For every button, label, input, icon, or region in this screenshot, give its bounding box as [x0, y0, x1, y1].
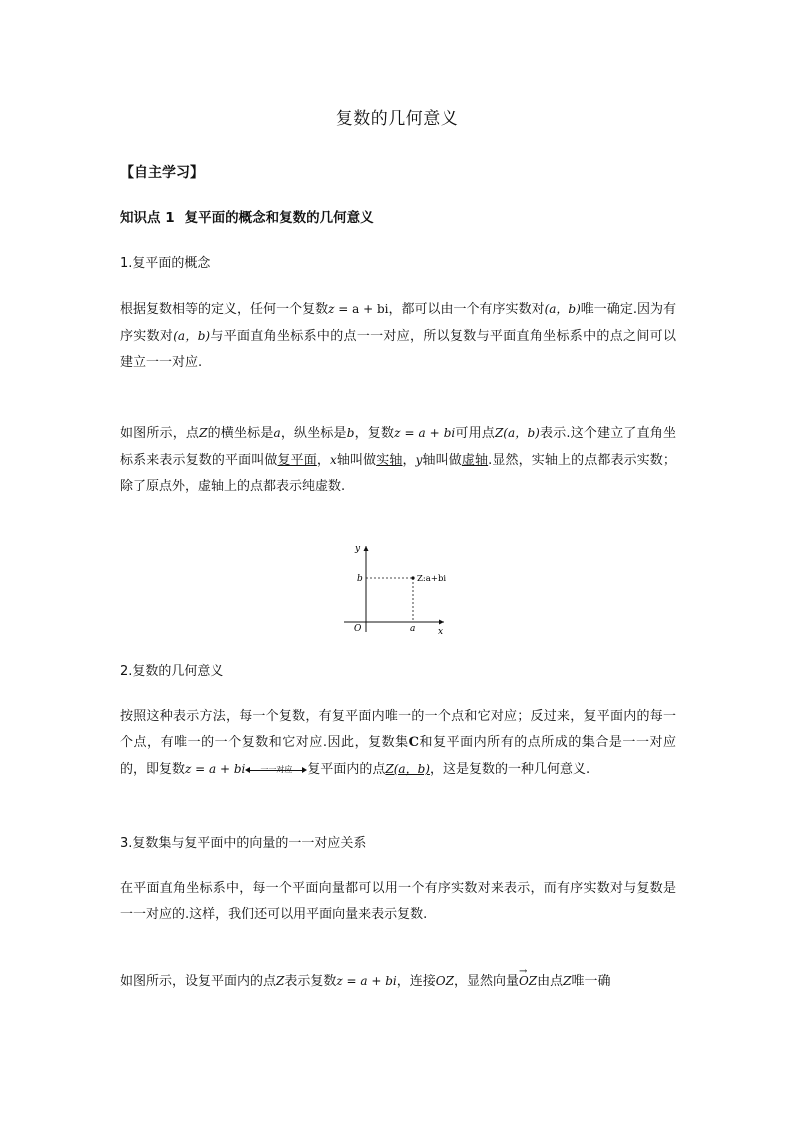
text-run: ，这是复数的一种几何意义. — [429, 762, 591, 777]
paragraph-3 — [120, 704, 676, 783]
math-expr: z = a + bi — [394, 426, 456, 440]
math-Z: Z — [199, 426, 208, 440]
text-run: ，连接 — [396, 974, 436, 989]
text-run: 根据复数相等的定义，任何一个复数 — [120, 302, 329, 317]
text-run: 如图所示，点 — [120, 426, 200, 441]
math-pair: (a，b) — [544, 302, 581, 316]
math-set-C: C — [408, 735, 420, 750]
subheading-2: 2.复数的几何意义 — [120, 664, 224, 679]
math-point: Z(a，b) — [494, 426, 540, 440]
term-complex-plane: 复平面 — [277, 453, 317, 468]
text-run: 按照这种表示方法，每一个复数，有复平面内唯一的一个点和它对应；反过来，复平面内的每一个点，有唯一的一个复数和它对应.因此，复数集 — [120, 709, 676, 750]
point-label: Z:a+bi — [417, 574, 447, 584]
text-run: 由点 — [537, 974, 564, 989]
math-b: b — [346, 426, 355, 440]
y-axis-label: y — [355, 544, 361, 554]
text-run: ，都可以由一个有序实数对 — [388, 302, 545, 317]
text-run: ，复数 — [354, 426, 395, 441]
math-a: a — [273, 426, 281, 440]
paragraph-4: 在平面直角坐标系中，每一个平面向量都可以用一个有序实数对来表示，而有序实数对与复数是一一对应的.这样，我们还可以用平面向量来表示复数. — [120, 881, 676, 922]
text-run: 轴叫做 — [336, 453, 377, 468]
paragraph-2 — [120, 420, 676, 500]
b-label: b — [357, 574, 363, 584]
text-run: 和复平面内所有的点所成的集合是一一对应的，即复数 — [120, 735, 676, 777]
subheading-3: 3.复数集与复平面中的向量的一一对应关系 — [120, 836, 367, 851]
text-run: 表示.这个建立了直角坐标系来表示复数的平面叫做 — [120, 426, 676, 468]
text-run: 的横坐标是 — [207, 426, 274, 441]
paragraph-5 — [120, 968, 676, 995]
text-run: 与平面直角坐标系中的点一一对应，所以复数与平面直角坐标系中的点之间可以建立一一对应. — [120, 329, 676, 370]
math-OZ: OZ — [435, 974, 454, 988]
math-point: Z(a，b) — [385, 762, 430, 776]
text-run: 唯一确 — [571, 974, 611, 989]
term-imaginary-axis: 虚轴 — [461, 453, 489, 468]
text-run: ，显然向量 — [453, 974, 519, 989]
x-axis-label: x — [438, 627, 444, 634]
text-run: ， — [402, 453, 416, 468]
knowledge-point-text: 复平面的概念和复数的几何意义 — [184, 210, 374, 226]
complex-plane-figure — [336, 538, 448, 634]
y-axis-arrow — [364, 546, 369, 551]
text-run: 可用点 — [455, 426, 495, 441]
math-i: i — [384, 302, 389, 316]
text-run: 复平面内的点 — [307, 762, 386, 777]
origin-label: O — [354, 624, 362, 634]
x-axis-arrow — [439, 620, 444, 625]
term-real-axis: 实轴 — [376, 453, 403, 468]
math-x: x — [329, 453, 337, 467]
text-run: ， — [316, 453, 330, 468]
math-expr: z = a + bi — [336, 974, 397, 988]
text-run: 轴叫做 — [422, 453, 462, 468]
text-run: .显然，实轴上的点都表示实数；除了原点外，虚轴上的点都表示纯虚数. — [120, 453, 676, 494]
paragraph-1 — [120, 296, 676, 376]
knowledge-point-heading — [120, 206, 374, 226]
section-heading: 【自主学习】 — [120, 165, 204, 181]
math-expr: z = a + bi — [185, 762, 246, 776]
math-z: z — [328, 302, 335, 316]
text-run: 表示复数 — [284, 974, 337, 989]
text-run: ，纵坐标是 — [280, 426, 347, 441]
math-eq: = a + b — [334, 302, 385, 316]
text-run: 如图所示，设复平面内的点 — [120, 974, 277, 989]
a-label: a — [410, 624, 416, 634]
page-title: 复数的几何意义 — [335, 109, 459, 129]
bijection-arrow — [245, 763, 307, 777]
math-y: y — [415, 453, 423, 467]
text-run: 唯一确定.因为有序实数对 — [120, 302, 676, 344]
subheading-1: 1.复平面的概念 — [120, 256, 211, 271]
arrow-label: 一一对应 — [260, 764, 293, 774]
point-z — [411, 576, 414, 579]
math-vector-OZ: → OZ — [519, 968, 537, 994]
math-Z: Z — [276, 974, 285, 988]
arrow-line — [247, 770, 305, 771]
knowledge-point-label: 知识点 1 — [120, 210, 175, 226]
math-pair: (a，b) — [173, 329, 211, 343]
math-Z: Z — [563, 974, 572, 988]
